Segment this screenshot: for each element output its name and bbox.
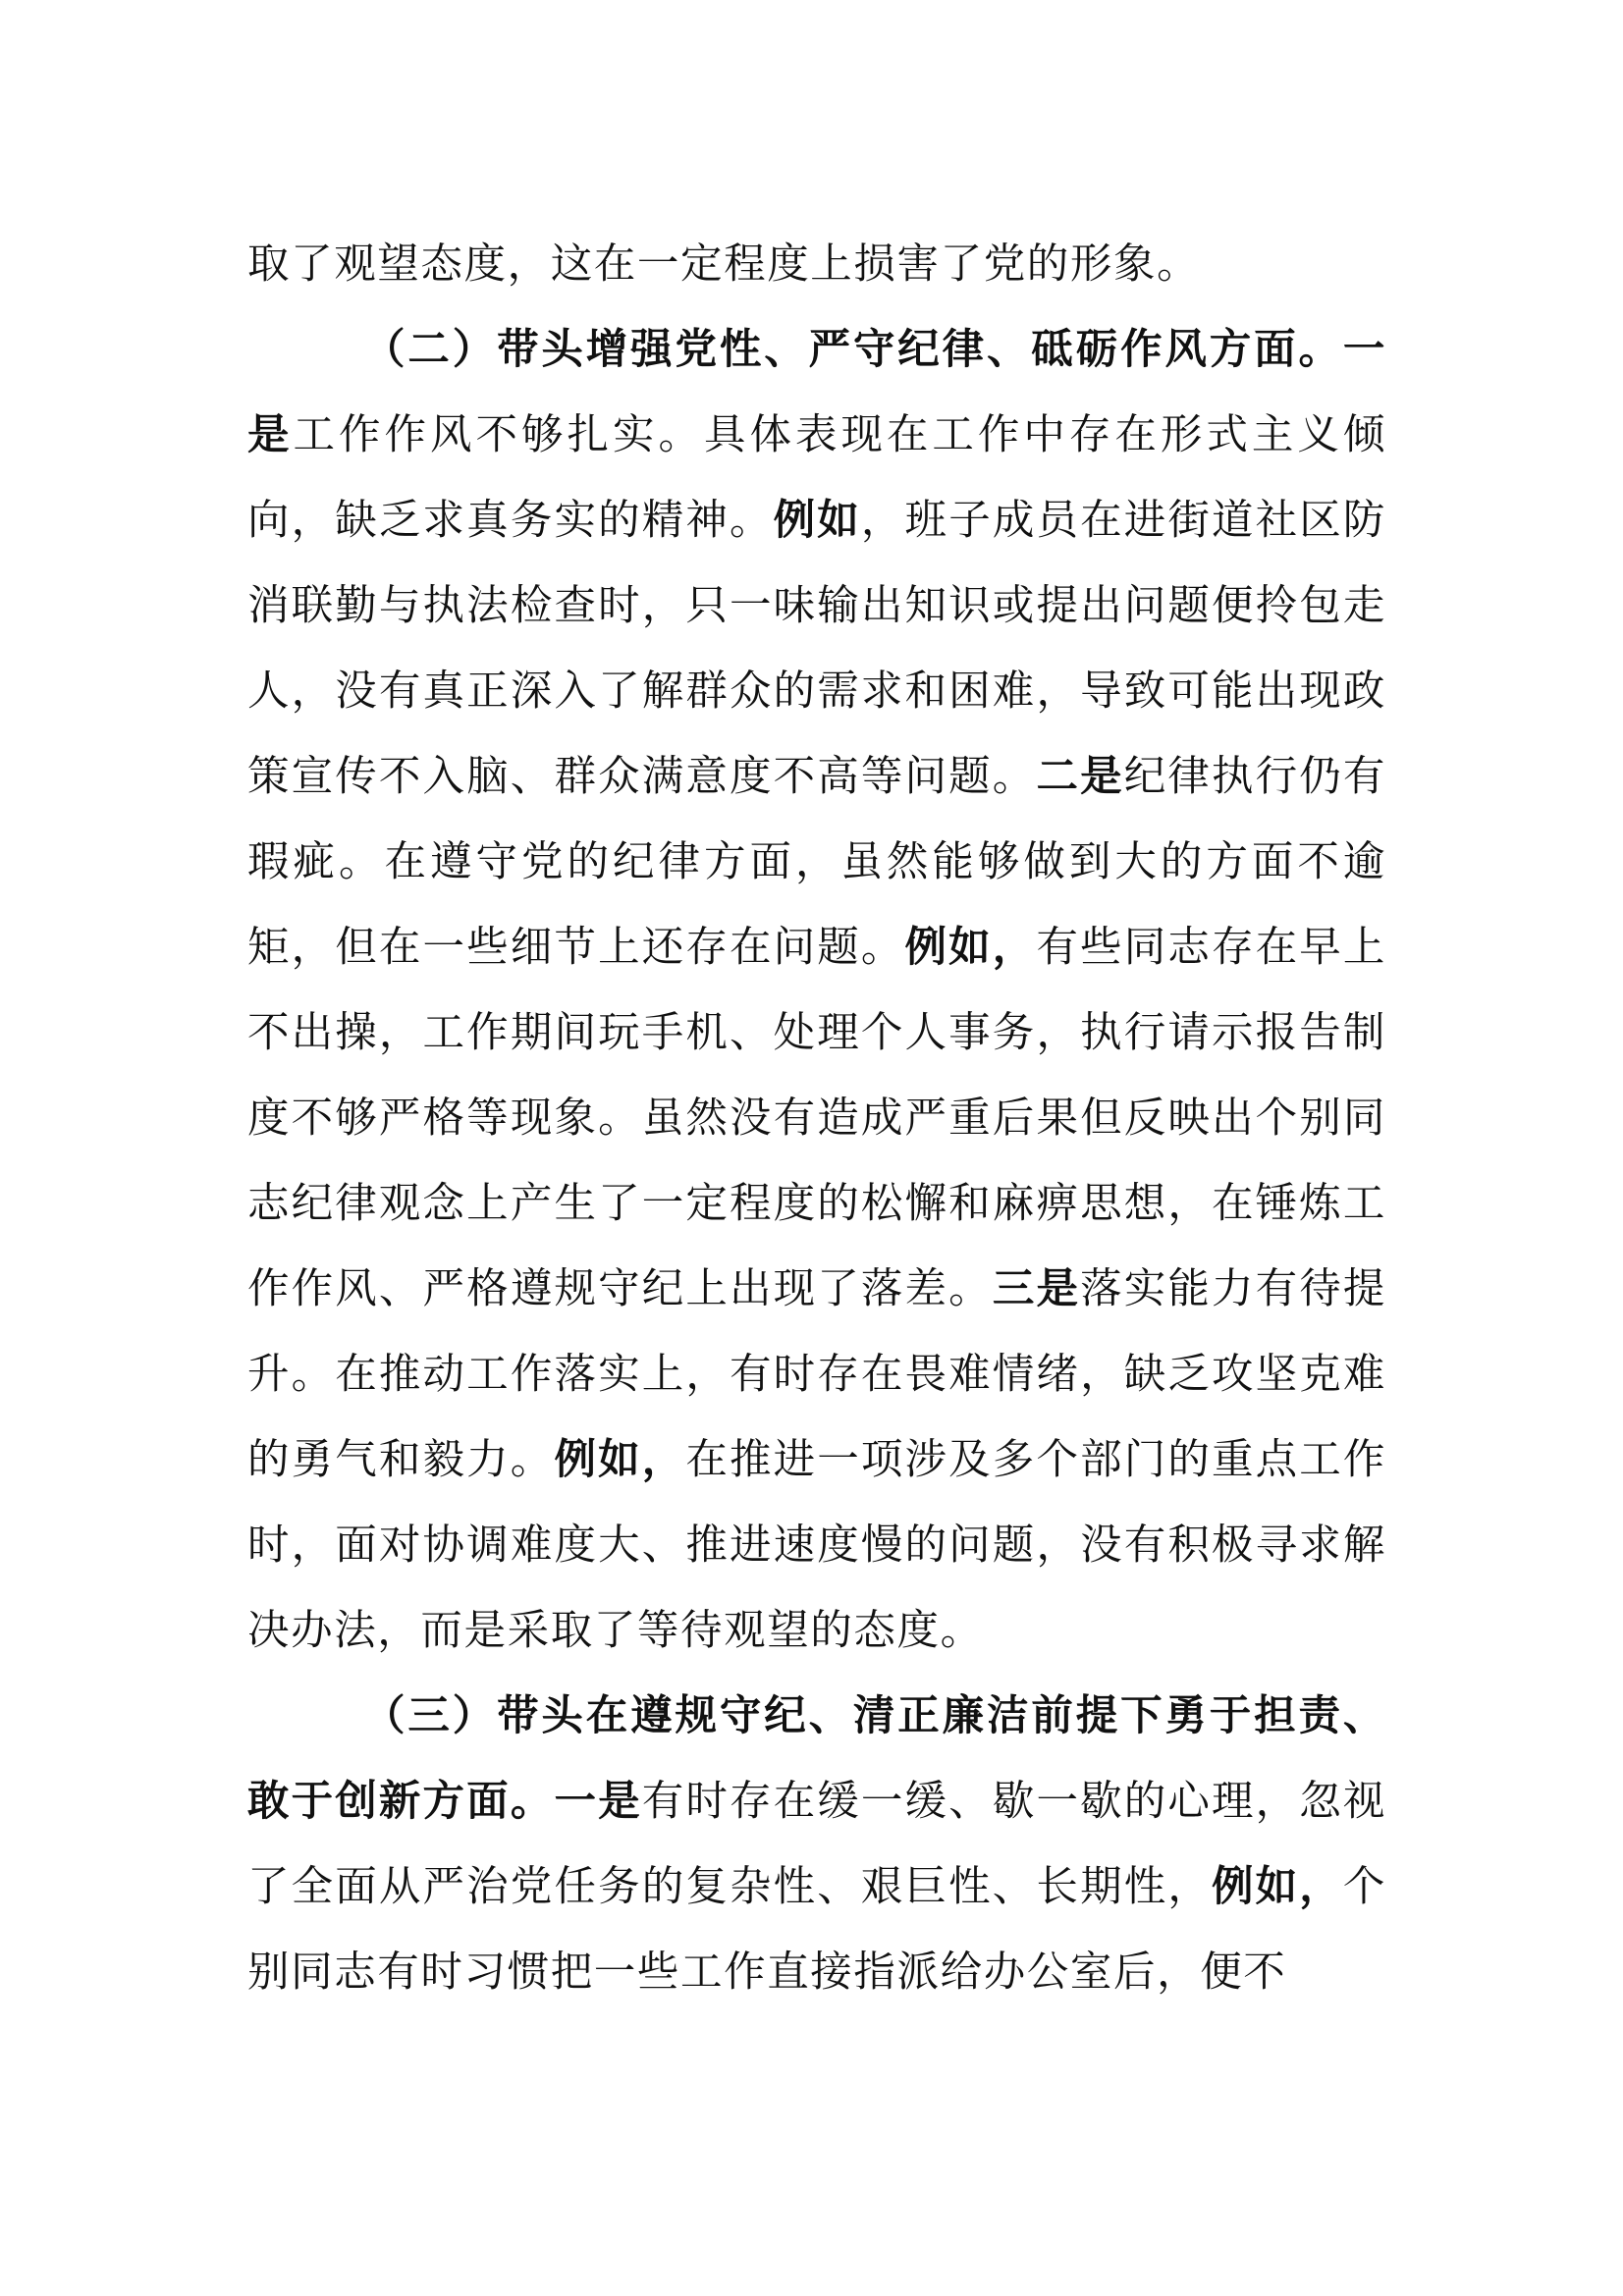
- text-segment: 落实能力有待提升。在推动工作落实上，有时存在畏难情绪，缺乏攻坚克难的勇气和毅力。: [247, 1265, 1387, 1484]
- paragraph: [247, 1674, 1386, 2015]
- bold-text-segment: 三是: [992, 1265, 1081, 1313]
- document-page: [247, 222, 1386, 2015]
- bold-text-segment: 例如，: [1211, 1863, 1343, 1911]
- text-segment: 工作作风不够扎实。具体表现在工作中存在形式主义倾向，缺乏求真务实的精神。: [247, 411, 1386, 545]
- bold-text-segment: 例如，: [554, 1436, 686, 1484]
- text-segment: 纪律执行仍有瑕疵。在遵守党的纪律方面，虽然能够做到大的方面不逾矩，但在一些细节上还存在问题。: [247, 753, 1386, 972]
- text-segment: 在推进一项涉及多个部门的重点工作时，面对协调难度大、推进速度慢的问题，没有积极寻求解决办法，而是采取了等待观望的态度。: [247, 1436, 1386, 1655]
- text-segment: 个别同志有时习惯把一些工作直接指派给办公室后，便不: [247, 1863, 1386, 1997]
- paragraph: [247, 307, 1386, 1674]
- text-segment: ，班子成员在进街道社区防消联勤与执法检查时，只一味输出知识或提出问题便拎包走人，没有真正深入了解群众的需求和困难，导致可能出现政策宣传不入脑、群众满意度不高等问题。: [247, 497, 1387, 801]
- bold-text-segment: 例如，: [904, 924, 1037, 972]
- paragraph: [247, 222, 1386, 307]
- bold-text-segment: 二是: [1036, 753, 1124, 801]
- bold-text-segment: （三）带头在遵规守纪、清正廉洁前提下勇于担责、敢于创新方面。一是: [247, 1692, 1386, 1826]
- text-segment: 取了观望态度，这在一定程度上损害了党的形象。: [247, 240, 1201, 289]
- text-segment: 有些同志存在早上不出操，工作期间玩手机、处理个人事务，执行请示报告制度不够严格等现象。虽然没有造成严重后果但反映出个别同志纪律观念上产生了一定程度的松懈和麻痹思想，在锤炼工作作风、严格遵规守纪上出现了落差。: [247, 924, 1386, 1313]
- text-segment: 有时存在缓一缓、歇一歇的心理，忽视了全面从严治党任务的复杂性、艰巨性、长期性，: [247, 1778, 1387, 1911]
- bold-text-segment: （二）带头增强党性、严守纪律、砥砺作风方面。一是: [247, 326, 1386, 459]
- bold-text-segment: 例如: [773, 497, 861, 545]
